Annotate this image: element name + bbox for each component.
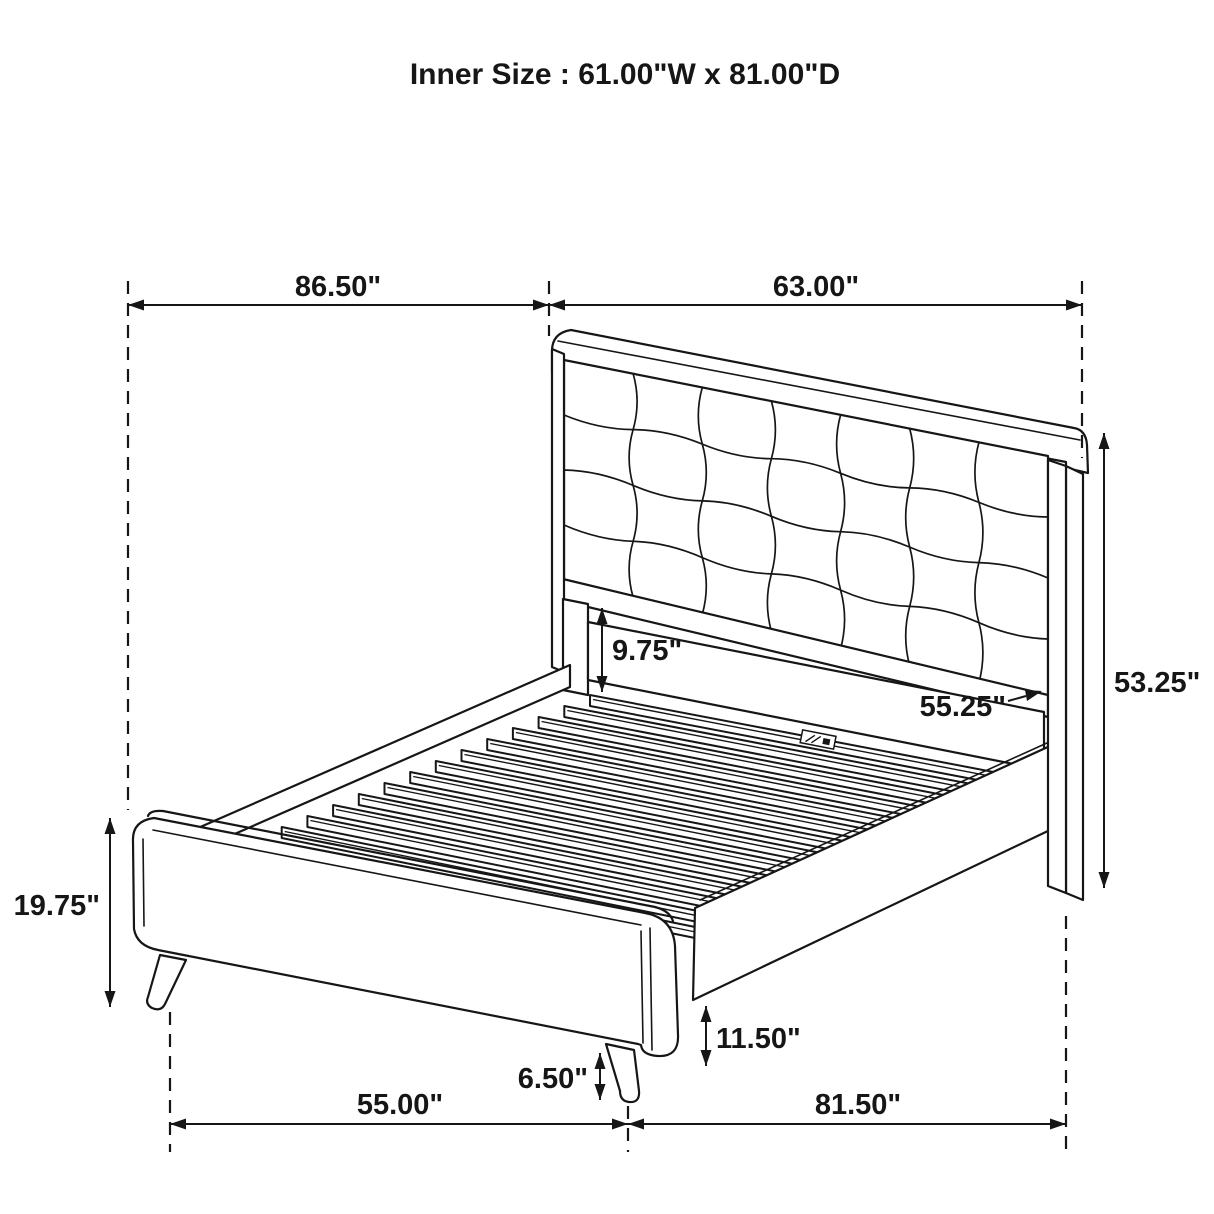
dimension-label-footboard-height: 19.75" bbox=[13, 890, 100, 922]
dimension-label-headboard-to-slats: 9.75" bbox=[612, 635, 683, 667]
dimension-headboard-height bbox=[1099, 433, 1201, 888]
arrowhead bbox=[595, 1084, 606, 1100]
arrowhead bbox=[549, 300, 565, 311]
headboard-right-leg-side bbox=[1066, 466, 1083, 900]
arrowhead bbox=[1099, 872, 1110, 888]
dimension-label-slat-length: 55.25" bbox=[919, 691, 1006, 723]
arrowhead bbox=[701, 1050, 712, 1066]
dimension-label-leg-height: 6.50" bbox=[517, 1063, 588, 1095]
arrowhead bbox=[533, 300, 549, 311]
arrowhead bbox=[105, 991, 116, 1007]
diagram-title: Inner Size : 61.00"W x 81.00"D bbox=[409, 58, 841, 91]
footboard-left-leg bbox=[147, 955, 186, 1009]
dimension-leg-height bbox=[518, 1053, 606, 1100]
dimension-bottom bbox=[170, 1089, 1066, 1130]
arrowhead bbox=[612, 1119, 628, 1130]
headboard-right-leg-front bbox=[1048, 460, 1066, 893]
arrowhead bbox=[1066, 300, 1082, 311]
dimension-label-overall-depth: 86.50" bbox=[294, 271, 382, 303]
dimension-label-footprint-depth: 81.50" bbox=[814, 1089, 902, 1121]
arrowhead bbox=[105, 818, 116, 834]
arrowhead bbox=[1050, 1119, 1066, 1130]
arrowhead bbox=[170, 1119, 186, 1130]
dimension-rail-clearance bbox=[701, 1006, 801, 1066]
rail-front-leg bbox=[606, 1044, 639, 1102]
arrowhead bbox=[595, 1053, 606, 1069]
arrowhead bbox=[128, 300, 144, 311]
dimension-label-headboard-width: 63.00" bbox=[772, 271, 860, 303]
arrowhead bbox=[701, 1006, 712, 1022]
dimension-footboard-height bbox=[14, 818, 116, 1007]
dimension-label-footprint-width: 55.00" bbox=[356, 1089, 444, 1121]
dimension-top bbox=[128, 271, 1082, 311]
arrowhead bbox=[628, 1119, 644, 1130]
arrowhead bbox=[1099, 433, 1110, 449]
dimension-label-headboard-height: 53.25" bbox=[1114, 667, 1201, 699]
dimension-label-rail-clearance: 11.50" bbox=[716, 1023, 801, 1055]
